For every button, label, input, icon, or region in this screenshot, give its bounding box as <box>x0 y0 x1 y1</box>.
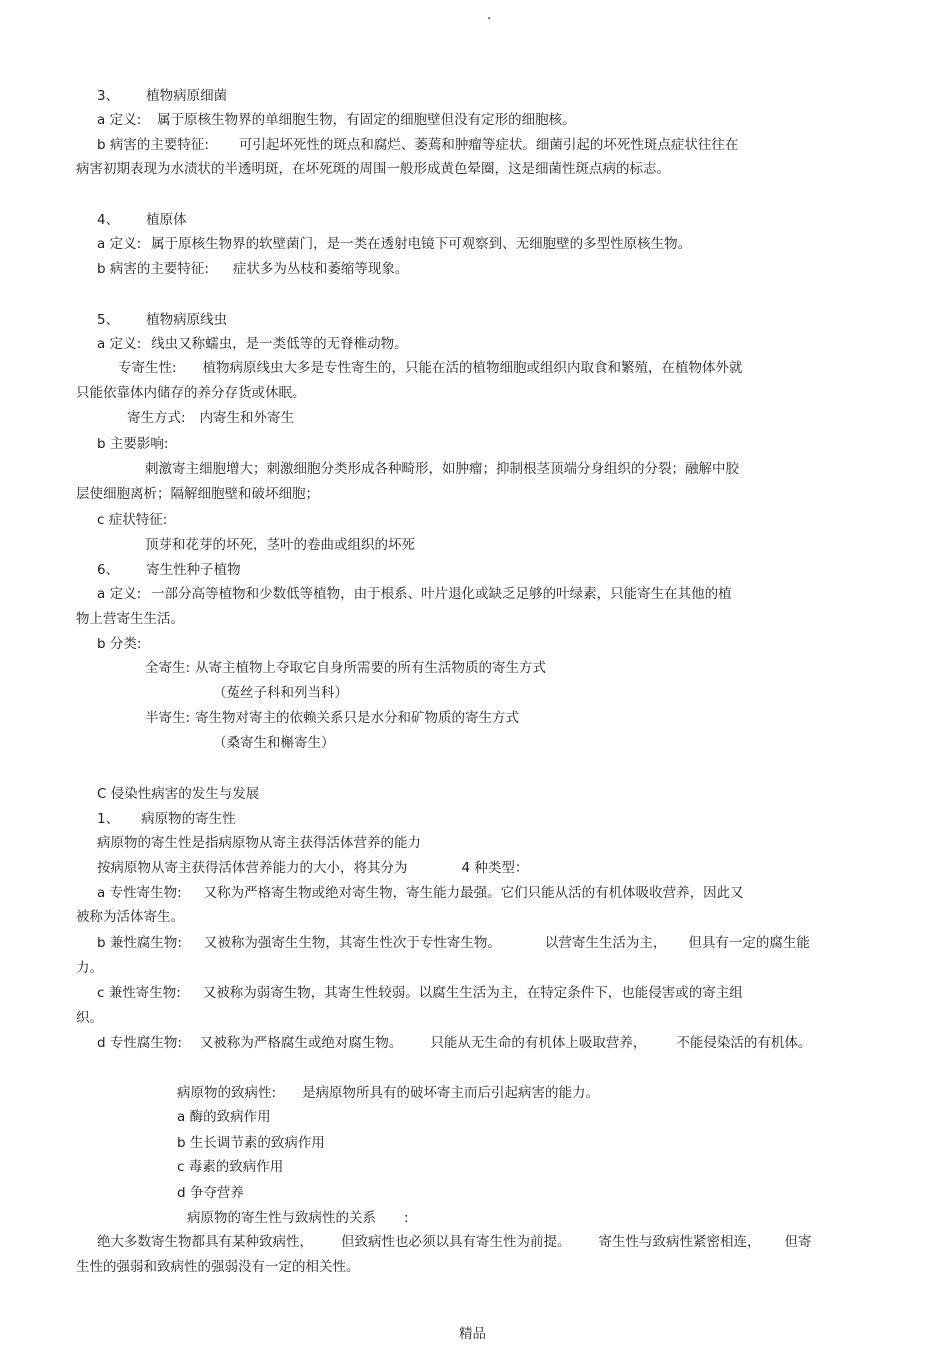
section-title: 病原物的寄生性 <box>141 811 236 827</box>
item-label: 专寄生性: <box>118 360 177 376</box>
facultative-saprophyte <box>97 934 810 952</box>
sec6-definition <box>97 585 732 603</box>
item-text: 症状多为丛枝和萎缩等现象。 <box>232 261 409 277</box>
section-number: 1、 <box>97 811 120 827</box>
section-c1-heading <box>97 810 236 828</box>
section-number: 4、 <box>97 212 120 228</box>
item-label: a 定义: <box>97 112 142 128</box>
item-text: 只能从无生命的有机体上吸取营养， <box>430 1035 647 1051</box>
item-label: a 定义: <box>97 586 142 602</box>
sec5-effects-label: b 主要影响: <box>97 436 169 452</box>
section-6-heading <box>97 561 241 579</box>
item-text: 线虫又称蠕虫，是一类低等的无脊椎动物。 <box>151 336 408 352</box>
obligate-parasite <box>97 884 744 902</box>
sec5-symptoms-label: c 症状特征: <box>97 512 168 528</box>
sec6-semi-examples: （桑寄生和槲寄生） <box>213 735 335 751</box>
item-text: 一部分高等植物和少数低等植物，由于根系、叶片退化或缺乏足够的叶绿素，只能寄生在其他的植 <box>151 586 732 602</box>
item-label: c 兼性寄生物: <box>97 985 181 1001</box>
sec5-effects-cont: 层使细胞离析；隔解细胞壁和破坏细胞； <box>76 486 319 502</box>
pathogenicity-item: b 生长调节素的致病作用 <box>177 1135 325 1151</box>
facultative-parasite-cont: 织。 <box>76 1010 103 1026</box>
item-text: 从寄主植物上夺取它自身所需要的所有生活物质的寄生方式 <box>195 660 547 676</box>
item-text: 绝大多数寄生物都具有某种致病性， <box>97 1234 313 1250</box>
item-text: 以营寄生生活为主， <box>544 935 667 951</box>
section-4-heading <box>97 211 187 229</box>
sec5-obligate-cont: 只能依靠体内储存的养分存货或休眠。 <box>76 385 306 401</box>
section-number: 5、 <box>97 312 120 328</box>
item-text: 寄生物对寄主的依赖关系只是水分和矿物质的寄生方式 <box>195 710 520 726</box>
facultative-parasite <box>97 984 743 1002</box>
sec5-symptoms-text: 顶芽和花芽的坏死，茎叶的卷曲或组织的坏死 <box>145 537 415 553</box>
item-text: 是病原物所具有的破坏寄主而后引起病害的能力。 <box>302 1085 600 1101</box>
item-label: b 兼性腐生物: <box>97 935 182 951</box>
item-label: a 定义: <box>97 336 142 352</box>
item-label: a 专性寄生物: <box>97 885 182 901</box>
item-text: 病原物的寄生性与致病性的关系 <box>187 1210 376 1226</box>
item-text: : <box>404 1210 409 1226</box>
item-label: 全寄生: <box>145 660 191 676</box>
item-label: b 病害的主要特征: <box>97 261 209 277</box>
item-text: 不能侵染活的有机体。 <box>676 1035 812 1051</box>
section-3-heading <box>97 87 227 105</box>
pathogenicity-item: c 毒素的致病作用 <box>177 1159 284 1175</box>
section-number: 6、 <box>97 562 120 578</box>
footer-text: 精品 <box>459 1326 486 1342</box>
item-label: d 专性腐生物: <box>97 1035 182 1051</box>
item-text: 4 种类型： <box>461 860 529 876</box>
obligate-parasite-cont: 被称为活体寄生。 <box>76 909 184 925</box>
sec4-definition <box>97 235 691 253</box>
sec5-definition <box>97 335 408 353</box>
sec5-mode <box>127 409 294 427</box>
item-text: 又被称为弱寄生物，其寄生性较弱。以腐生生活为主，在特定条件下，也能侵害或的寄主组 <box>202 985 743 1001</box>
sec3-definition <box>97 111 576 129</box>
item-label: 寄生方式: <box>127 410 186 426</box>
item-label: b 病害的主要特征: <box>97 137 209 153</box>
section-title: 植原体 <box>146 212 187 228</box>
section-5-heading <box>97 311 227 329</box>
relation-body-cont: 生性的强弱和致病性的强弱没有一定的相关性。 <box>76 1259 360 1275</box>
item-text: 植物病原线虫大多是专性寄生的，只能在活的植物细胞或组织内取食和繁殖，在植物体外就 <box>202 360 743 376</box>
sec4-features <box>97 260 408 278</box>
item-text: 但致病性也必须以具有寄生性为前提。 <box>341 1234 571 1250</box>
sec3-features <box>97 136 738 154</box>
item-text: 又被称为强寄生生物，其寄生性次于专性寄生物。 <box>203 935 501 951</box>
item-text: 寄生性与致病性紧密相连， <box>598 1234 761 1250</box>
item-label: a 定义: <box>97 236 142 252</box>
item-text: 又称为严格寄生物或绝对寄生物，寄生能力最强。它们只能从活的有机体吸收营养，因此又 <box>203 885 744 901</box>
item-text: 内寄生和外寄生 <box>199 410 295 426</box>
pathogenicity-definition <box>177 1084 599 1102</box>
parasitism-classification <box>97 859 528 877</box>
item-label: 半寄生: <box>145 710 191 726</box>
item-text: 可引起坏死性的斑点和腐烂、萎蔫和肿瘤等症状。细菌引起的坏死性斑点症状往往在 <box>238 137 739 153</box>
sec5-effects-text: 刺激寄主细胞增大；刺激细胞分类形成各种畸形，如肿瘤；抑制根茎顶端分身组织的分裂；融解中胶 <box>145 461 739 477</box>
pathogenicity-item: a 酶的致病作用 <box>177 1109 271 1125</box>
section-c-heading: C 侵染性病害的发生与发展 <box>97 786 260 802</box>
sec5-obligate <box>118 359 743 377</box>
section-title: 寄生性种子植物 <box>146 562 241 578</box>
parasitism-definition: 病原物的寄生性是指病原物从寄主获得活体营养的能力 <box>97 835 421 851</box>
header-dot: . <box>487 7 492 23</box>
obligate-saprophyte <box>97 1034 811 1052</box>
item-label: 病原物的致病性: <box>177 1085 277 1101</box>
sec6-definition-cont: 物上营寄生生活。 <box>76 611 184 627</box>
item-text: 属于原核生物界的软壁菌门，是一类在透射电镜下可观察到、无细胞壁的多型性原核生物。 <box>151 236 692 252</box>
item-text: 属于原核生物界的单细胞生物，有固定的细胞壁但没有定形的细胞核。 <box>157 112 576 128</box>
facultative-saprophyte-cont: 力。 <box>76 960 103 976</box>
relation-heading <box>187 1209 409 1227</box>
sec6-full-parasite <box>145 659 546 677</box>
item-text: 按病原物从寄主获得活体营养能力的大小，将其分为 <box>97 860 408 876</box>
sec3-features-cont: 病害初期表现为水渍状的半透明斑，在坏死斑的周围一般形成黄色晕圈，这是细菌性斑点病的标志。 <box>76 161 670 177</box>
section-title: 植物病原细菌 <box>146 88 228 104</box>
section-number: 3、 <box>97 88 120 104</box>
pathogenicity-item: d 争夺营养 <box>177 1185 244 1201</box>
item-text: 又被称为严格腐生或绝对腐生物。 <box>199 1035 403 1051</box>
sec6-classes-label: b 分类: <box>97 636 142 652</box>
item-text: 但具有一定的腐生能 <box>688 935 810 951</box>
item-text: 但寄 <box>784 1234 812 1250</box>
relation-body <box>97 1233 812 1251</box>
section-title: 植物病原线虫 <box>146 312 228 328</box>
sec6-full-examples: （菟丝子科和列当科） <box>213 685 348 701</box>
sec6-semi-parasite <box>145 709 519 727</box>
